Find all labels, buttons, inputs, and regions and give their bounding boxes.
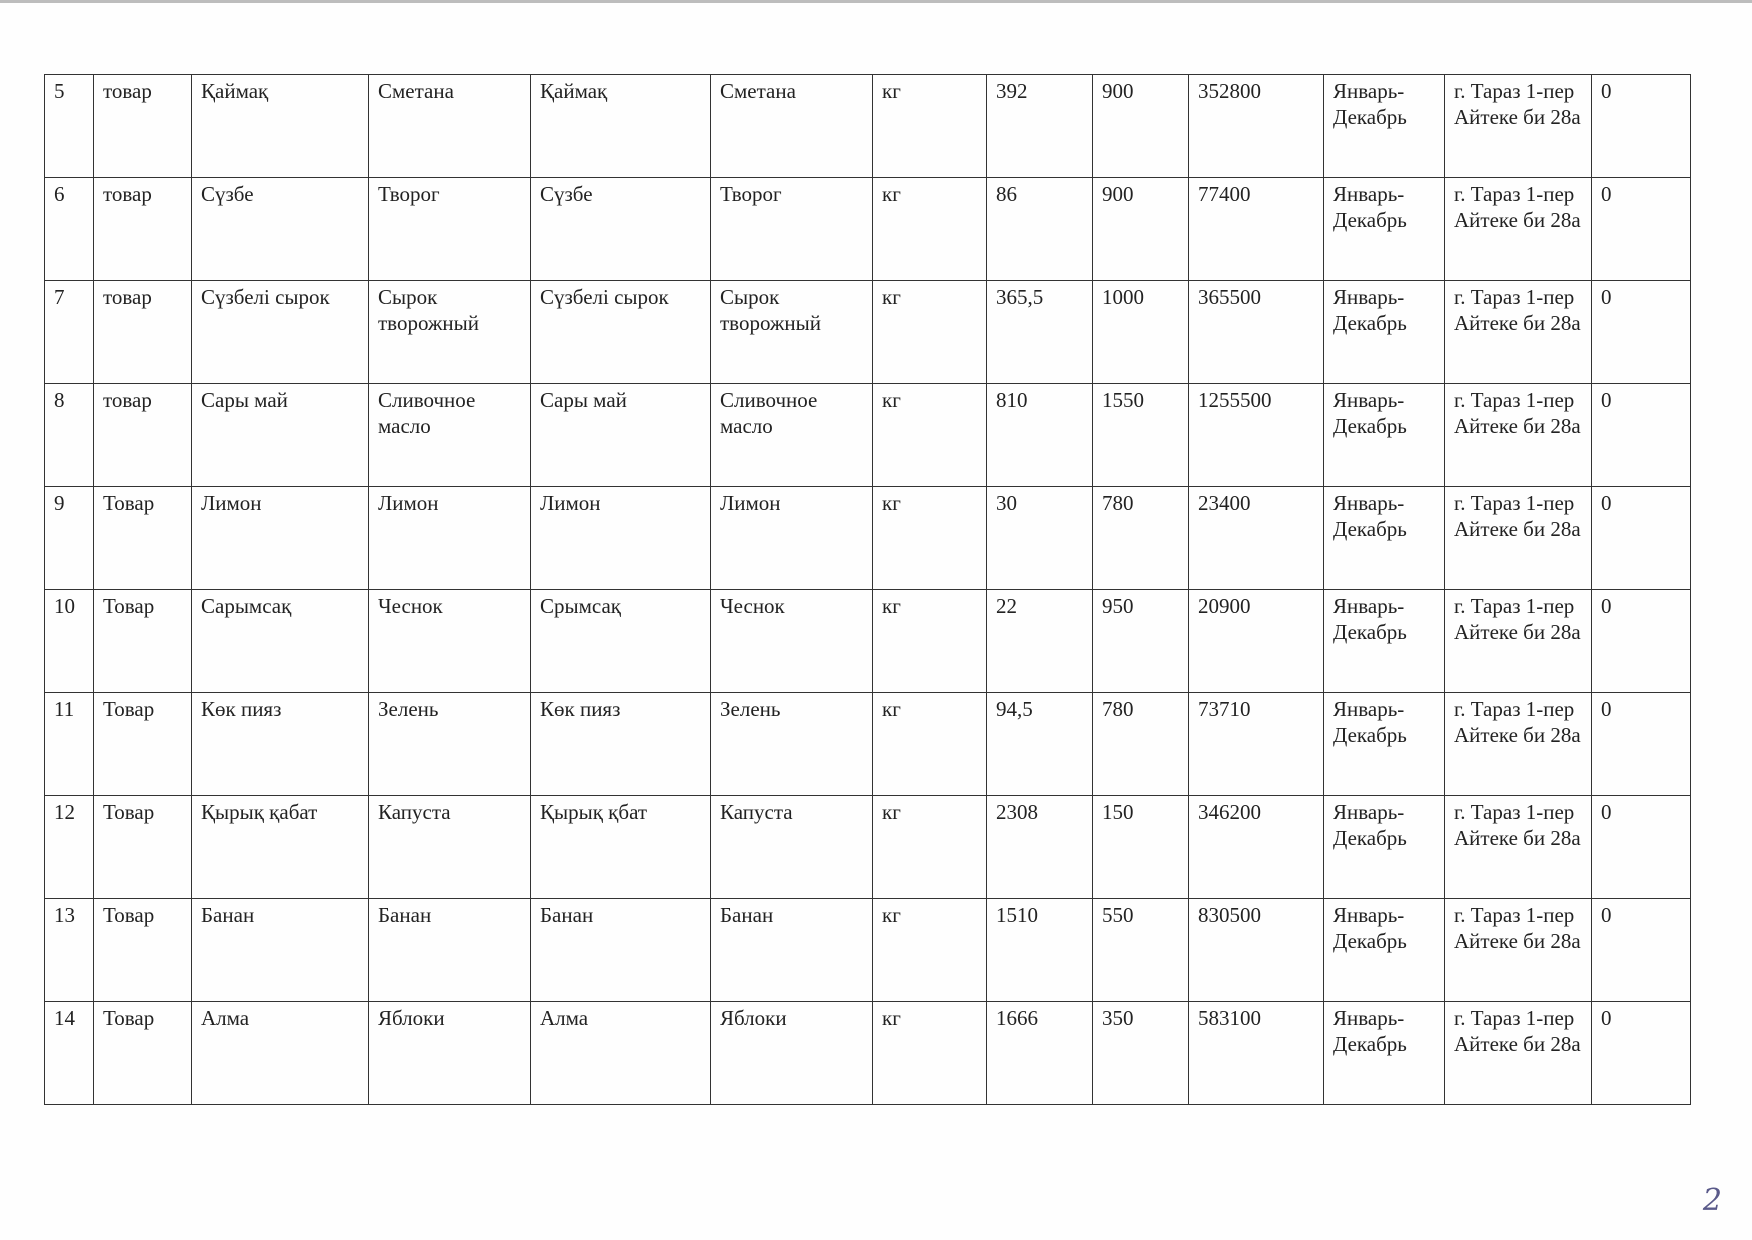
table-row	[45, 1002, 1691, 1105]
cell-spec-ru: Капуста	[711, 796, 873, 899]
cell-type: товар	[94, 75, 192, 178]
cell-period: Январь-Декабрь	[1324, 1002, 1445, 1105]
cell-place: г. Тараз 1-пер Айтеке би 28а	[1445, 1002, 1592, 1105]
cell-name-ru: Капуста	[369, 796, 531, 899]
cell-qty: 30	[987, 487, 1093, 590]
cell-spec-kz: Алма	[531, 1002, 711, 1105]
cell-qty: 392	[987, 75, 1093, 178]
cell-spec-ru: Сливочное масло	[711, 384, 873, 487]
cell-qty: 2308	[987, 796, 1093, 899]
table-row	[45, 384, 1691, 487]
cell-advance: 0	[1592, 590, 1691, 693]
cell-price: 950	[1093, 590, 1189, 693]
cell-spec-kz: Лимон	[531, 487, 711, 590]
cell-unit: кг	[873, 1002, 987, 1105]
cell-qty: 1510	[987, 899, 1093, 1002]
cell-unit: кг	[873, 487, 987, 590]
cell-period: Январь-Декабрь	[1324, 384, 1445, 487]
scan-edge	[0, 0, 1752, 3]
cell-price: 1550	[1093, 384, 1189, 487]
cell-advance: 0	[1592, 1002, 1691, 1105]
cell-place: г. Тараз 1-пер Айтеке би 28а	[1445, 75, 1592, 178]
cell-name-kz: Көк пияз	[192, 693, 369, 796]
cell-qty: 365,5	[987, 281, 1093, 384]
cell-unit: кг	[873, 693, 987, 796]
cell-place: г. Тараз 1-пер Айтеке би 28а	[1445, 384, 1592, 487]
cell-unit: кг	[873, 384, 987, 487]
cell-name-ru: Сливочное масло	[369, 384, 531, 487]
cell-place: г. Тараз 1-пер Айтеке би 28а	[1445, 178, 1592, 281]
cell-advance: 0	[1592, 75, 1691, 178]
cell-place: г. Тараз 1-пер Айтеке би 28а	[1445, 796, 1592, 899]
goods-table	[44, 74, 1691, 1105]
cell-qty: 94,5	[987, 693, 1093, 796]
cell-advance: 0	[1592, 384, 1691, 487]
cell-name-kz: Сүзбе	[192, 178, 369, 281]
table-row	[45, 178, 1691, 281]
cell-name-ru: Сметана	[369, 75, 531, 178]
cell-type: Товар	[94, 590, 192, 693]
cell-name-kz: Қаймақ	[192, 75, 369, 178]
cell-name-ru: Лимон	[369, 487, 531, 590]
cell-spec-kz: Қаймақ	[531, 75, 711, 178]
cell-no: 11	[45, 693, 94, 796]
cell-spec-kz: Қырық қбат	[531, 796, 711, 899]
cell-advance: 0	[1592, 796, 1691, 899]
cell-spec-kz: Көк пияз	[531, 693, 711, 796]
cell-unit: кг	[873, 178, 987, 281]
cell-type: Товар	[94, 693, 192, 796]
cell-sum: 20900	[1189, 590, 1324, 693]
cell-price: 550	[1093, 899, 1189, 1002]
cell-name-kz: Лимон	[192, 487, 369, 590]
cell-name-ru: Чеснок	[369, 590, 531, 693]
cell-unit: кг	[873, 590, 987, 693]
cell-spec-kz: Сары май	[531, 384, 711, 487]
cell-unit: кг	[873, 899, 987, 1002]
cell-spec-ru: Чеснок	[711, 590, 873, 693]
goods-table-body	[45, 75, 1691, 1105]
cell-sum: 73710	[1189, 693, 1324, 796]
cell-no: 14	[45, 1002, 94, 1105]
cell-sum: 346200	[1189, 796, 1324, 899]
cell-type: товар	[94, 281, 192, 384]
cell-type: Товар	[94, 1002, 192, 1105]
cell-period: Январь-Декабрь	[1324, 75, 1445, 178]
cell-qty: 1666	[987, 1002, 1093, 1105]
cell-sum: 830500	[1189, 899, 1324, 1002]
cell-spec-ru: Банан	[711, 899, 873, 1002]
cell-sum: 1255500	[1189, 384, 1324, 487]
cell-price: 350	[1093, 1002, 1189, 1105]
cell-name-ru: Банан	[369, 899, 531, 1002]
cell-spec-kz: Банан	[531, 899, 711, 1002]
cell-place: г. Тараз 1-пер Айтеке би 28а	[1445, 899, 1592, 1002]
table-row	[45, 281, 1691, 384]
cell-price: 900	[1093, 75, 1189, 178]
table-row	[45, 796, 1691, 899]
cell-no: 8	[45, 384, 94, 487]
cell-period: Январь-Декабрь	[1324, 590, 1445, 693]
cell-sum: 23400	[1189, 487, 1324, 590]
cell-no: 6	[45, 178, 94, 281]
cell-period: Январь-Декабрь	[1324, 693, 1445, 796]
cell-qty: 22	[987, 590, 1093, 693]
cell-no: 5	[45, 75, 94, 178]
cell-price: 900	[1093, 178, 1189, 281]
table-row	[45, 487, 1691, 590]
cell-price: 150	[1093, 796, 1189, 899]
cell-sum: 583100	[1189, 1002, 1324, 1105]
table-row	[45, 590, 1691, 693]
cell-no: 7	[45, 281, 94, 384]
cell-period: Январь-Декабрь	[1324, 178, 1445, 281]
cell-spec-ru: Творог	[711, 178, 873, 281]
cell-name-ru: Сырок творожный	[369, 281, 531, 384]
cell-spec-kz: Сүзбе	[531, 178, 711, 281]
cell-place: г. Тараз 1-пер Айтеке би 28а	[1445, 590, 1592, 693]
cell-type: товар	[94, 384, 192, 487]
cell-period: Январь-Декабрь	[1324, 281, 1445, 384]
cell-name-kz: Сүзбелі сырок	[192, 281, 369, 384]
cell-name-kz: Алма	[192, 1002, 369, 1105]
cell-no: 9	[45, 487, 94, 590]
cell-sum: 365500	[1189, 281, 1324, 384]
cell-name-kz: Қырық қабат	[192, 796, 369, 899]
cell-place: г. Тараз 1-пер Айтеке би 28а	[1445, 693, 1592, 796]
cell-type: Товар	[94, 796, 192, 899]
cell-name-kz: Сарымсақ	[192, 590, 369, 693]
cell-price: 780	[1093, 487, 1189, 590]
cell-type: товар	[94, 178, 192, 281]
cell-advance: 0	[1592, 487, 1691, 590]
cell-no: 13	[45, 899, 94, 1002]
cell-name-ru: Яблоки	[369, 1002, 531, 1105]
cell-type: Товар	[94, 487, 192, 590]
table-row	[45, 693, 1691, 796]
cell-spec-ru: Сметана	[711, 75, 873, 178]
cell-type: Товар	[94, 899, 192, 1002]
cell-price: 1000	[1093, 281, 1189, 384]
cell-qty: 86	[987, 178, 1093, 281]
cell-spec-ru: Сырок творожный	[711, 281, 873, 384]
cell-unit: кг	[873, 75, 987, 178]
cell-price: 780	[1093, 693, 1189, 796]
cell-spec-kz: Срымсақ	[531, 590, 711, 693]
cell-unit: кг	[873, 281, 987, 384]
cell-period: Январь-Декабрь	[1324, 899, 1445, 1002]
cell-advance: 0	[1592, 693, 1691, 796]
cell-sum: 352800	[1189, 75, 1324, 178]
cell-spec-ru: Яблоки	[711, 1002, 873, 1105]
page-number: 2	[1702, 1183, 1722, 1218]
cell-name-kz: Сары май	[192, 384, 369, 487]
cell-name-ru: Творог	[369, 178, 531, 281]
cell-unit: кг	[873, 796, 987, 899]
cell-place: г. Тараз 1-пер Айтеке би 28а	[1445, 487, 1592, 590]
cell-spec-kz: Сүзбелі сырок	[531, 281, 711, 384]
cell-qty: 810	[987, 384, 1093, 487]
cell-name-kz: Банан	[192, 899, 369, 1002]
cell-name-ru: Зелень	[369, 693, 531, 796]
cell-advance: 0	[1592, 281, 1691, 384]
cell-place: г. Тараз 1-пер Айтеке би 28а	[1445, 281, 1592, 384]
table-row	[45, 899, 1691, 1002]
cell-advance: 0	[1592, 899, 1691, 1002]
cell-period: Январь-Декабрь	[1324, 487, 1445, 590]
cell-no: 12	[45, 796, 94, 899]
cell-advance: 0	[1592, 178, 1691, 281]
cell-spec-ru: Зелень	[711, 693, 873, 796]
cell-spec-ru: Лимон	[711, 487, 873, 590]
table-row	[45, 75, 1691, 178]
cell-no: 10	[45, 590, 94, 693]
cell-sum: 77400	[1189, 178, 1324, 281]
cell-period: Январь-Декабрь	[1324, 796, 1445, 899]
